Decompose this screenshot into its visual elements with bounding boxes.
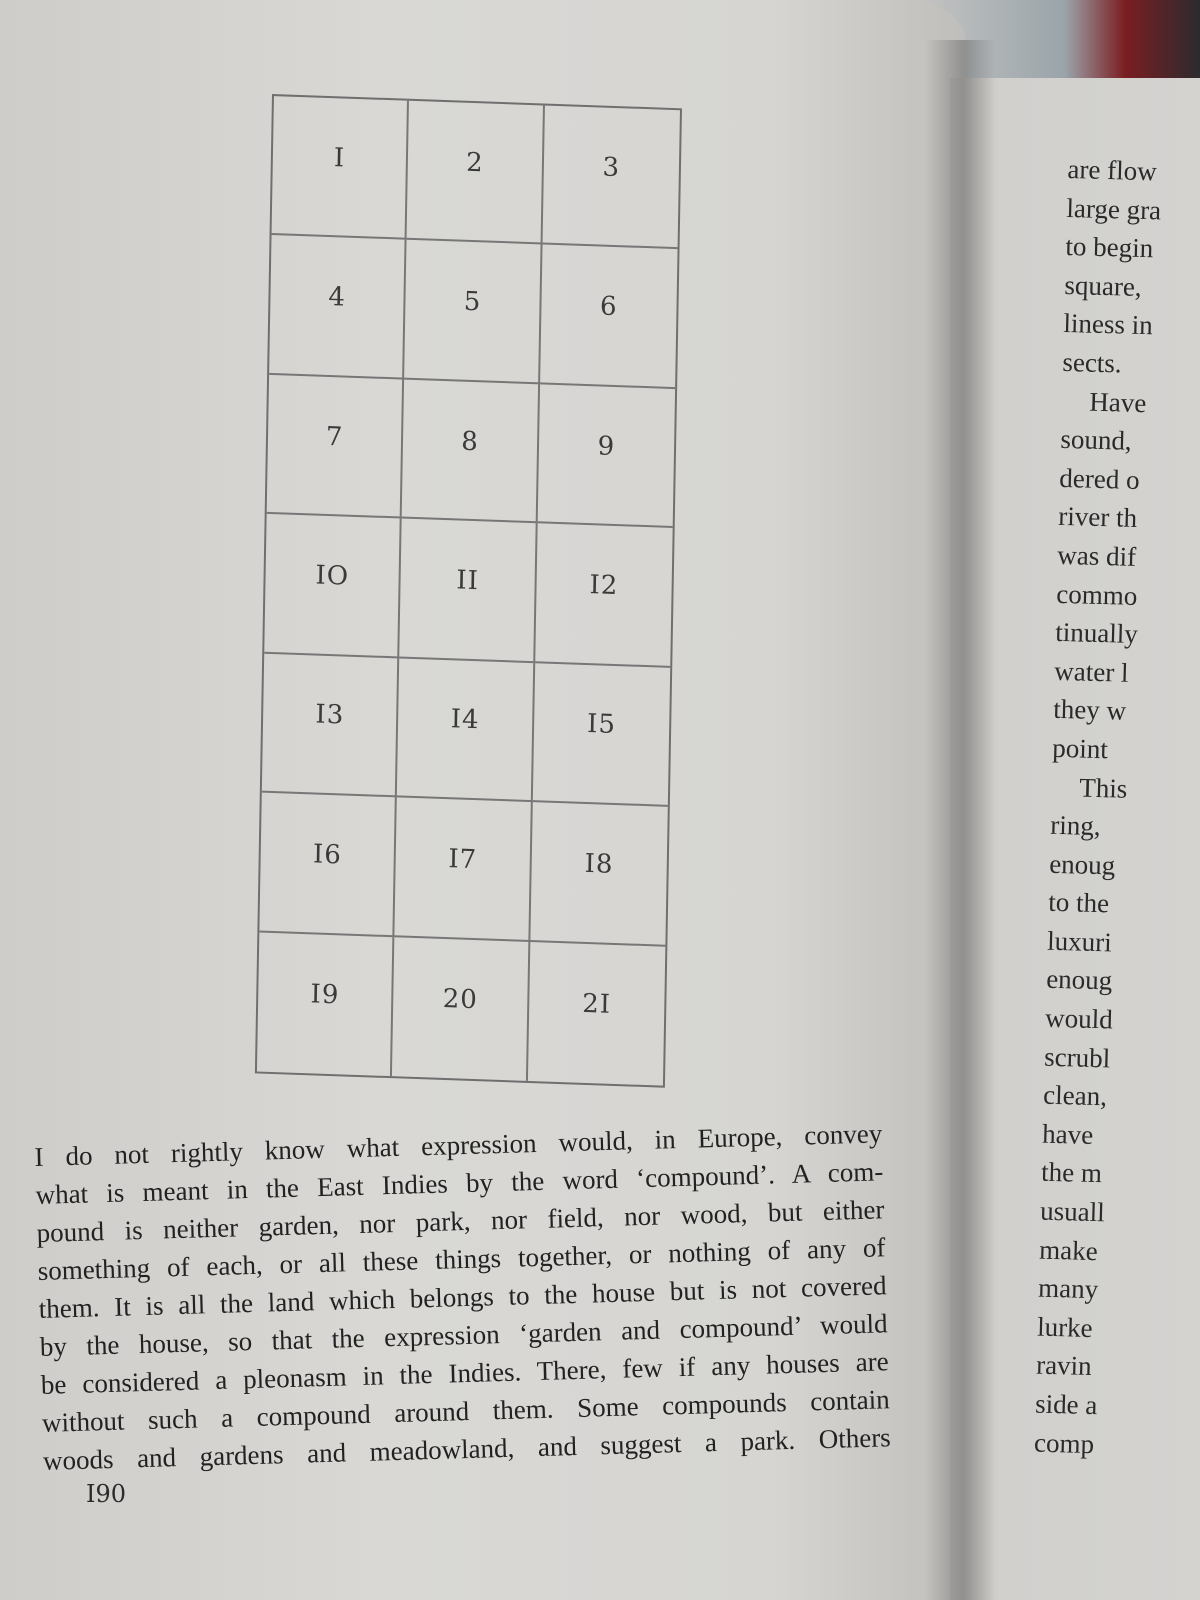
grid-cell: I5 — [532, 663, 670, 807]
text-line: was dif — [1057, 539, 1137, 572]
text-line: Have — [1089, 386, 1147, 418]
book-gutter — [925, 40, 995, 1600]
text-line: side a — [1034, 1388, 1098, 1421]
text-line: comp — [1033, 1427, 1095, 1459]
text-line: ring, — [1049, 809, 1101, 842]
text-line: scrubl — [1043, 1041, 1111, 1074]
grid-cell: I4 — [397, 658, 535, 802]
grid-cell: I9 — [257, 932, 395, 1076]
text-line: have — [1041, 1118, 1094, 1150]
grid-cell: 9 — [537, 384, 675, 528]
text-line: river th — [1058, 501, 1138, 534]
text-line: usuall — [1039, 1195, 1106, 1228]
text-line: liness in — [1063, 308, 1154, 341]
text-line: sound, — [1060, 424, 1133, 456]
text-line: woods and gardens and meadowland, and suggest a park. Others — [42, 1422, 892, 1476]
text-line: square, — [1064, 269, 1143, 302]
text-line: water l — [1053, 655, 1129, 688]
text-line: ravin — [1035, 1349, 1093, 1382]
grid-cell: 2I — [581, 989, 612, 1021]
text-line: sects. — [1062, 346, 1123, 379]
text-line: enoug — [1048, 848, 1116, 881]
grid-cell: 3 — [542, 106, 680, 250]
grid-cell: 2 — [407, 101, 545, 245]
text-line: the m — [1040, 1157, 1103, 1189]
grid-cell: I8 — [530, 802, 668, 946]
page-number: I90 — [86, 1480, 127, 1508]
grid-cell: 7 — [267, 375, 405, 519]
grid-cell: 4 — [269, 235, 407, 379]
text-line: pound is neither garden, nor park, nor field, nor wood, but either — [36, 1194, 885, 1248]
grid-cell: I — [272, 96, 410, 240]
text-line: make — [1038, 1234, 1099, 1266]
text-line: enoug — [1045, 964, 1113, 996]
text-line: clean, — [1042, 1079, 1108, 1112]
text-line: them. It is all the land which belongs to the house but is not covered — [38, 1270, 887, 1324]
text-line: are flow — [1067, 153, 1158, 187]
left-page-text — [34, 1114, 903, 1480]
text-line: lurke — [1036, 1311, 1094, 1343]
text-line: dered o — [1059, 462, 1141, 495]
grid-cell: 20 — [392, 937, 530, 1081]
grid-cell: 6 — [540, 245, 678, 389]
grid-cell: I3 — [262, 653, 400, 797]
text-line: to begin — [1065, 231, 1154, 264]
text-line: be considered a pleonasm in the Indies. There, few if any houses are — [40, 1346, 889, 1400]
text-line: This — [1078, 772, 1128, 804]
text-line: they w — [1052, 694, 1127, 727]
compound-plan-grid — [255, 94, 682, 1088]
grid-cell: 8 — [402, 379, 540, 523]
text-line: without such a compound around them. Some compounds contain — [41, 1384, 891, 1438]
text-line: large gra — [1066, 192, 1162, 226]
grid-cell: 5 — [404, 240, 542, 384]
text-line: by the house, so that the expression ‘garden and compound’ would — [39, 1308, 888, 1362]
text-line: luxuri — [1046, 925, 1113, 958]
text-line: commo — [1055, 578, 1138, 611]
grid-cell: I6 — [259, 793, 397, 937]
text-line: what is meant in the East Indies by the word ‘compound’. A com- — [35, 1156, 884, 1210]
text-line: to the — [1047, 887, 1110, 919]
text-line: many — [1037, 1272, 1099, 1305]
grid-cell: IO — [264, 514, 402, 658]
grid-cell: I2 — [535, 524, 673, 668]
grid-cell: I7 — [395, 798, 533, 942]
text-line: tinually — [1054, 616, 1139, 650]
text-line: I do not rightly know what expression would, in Europe, convey — [34, 1118, 883, 1172]
text-line: something of each, or all these things together, or nothing of any of — [37, 1232, 886, 1286]
grid-cell: II — [400, 519, 538, 663]
text-line: point — [1051, 732, 1109, 765]
text-line: would — [1044, 1002, 1114, 1035]
